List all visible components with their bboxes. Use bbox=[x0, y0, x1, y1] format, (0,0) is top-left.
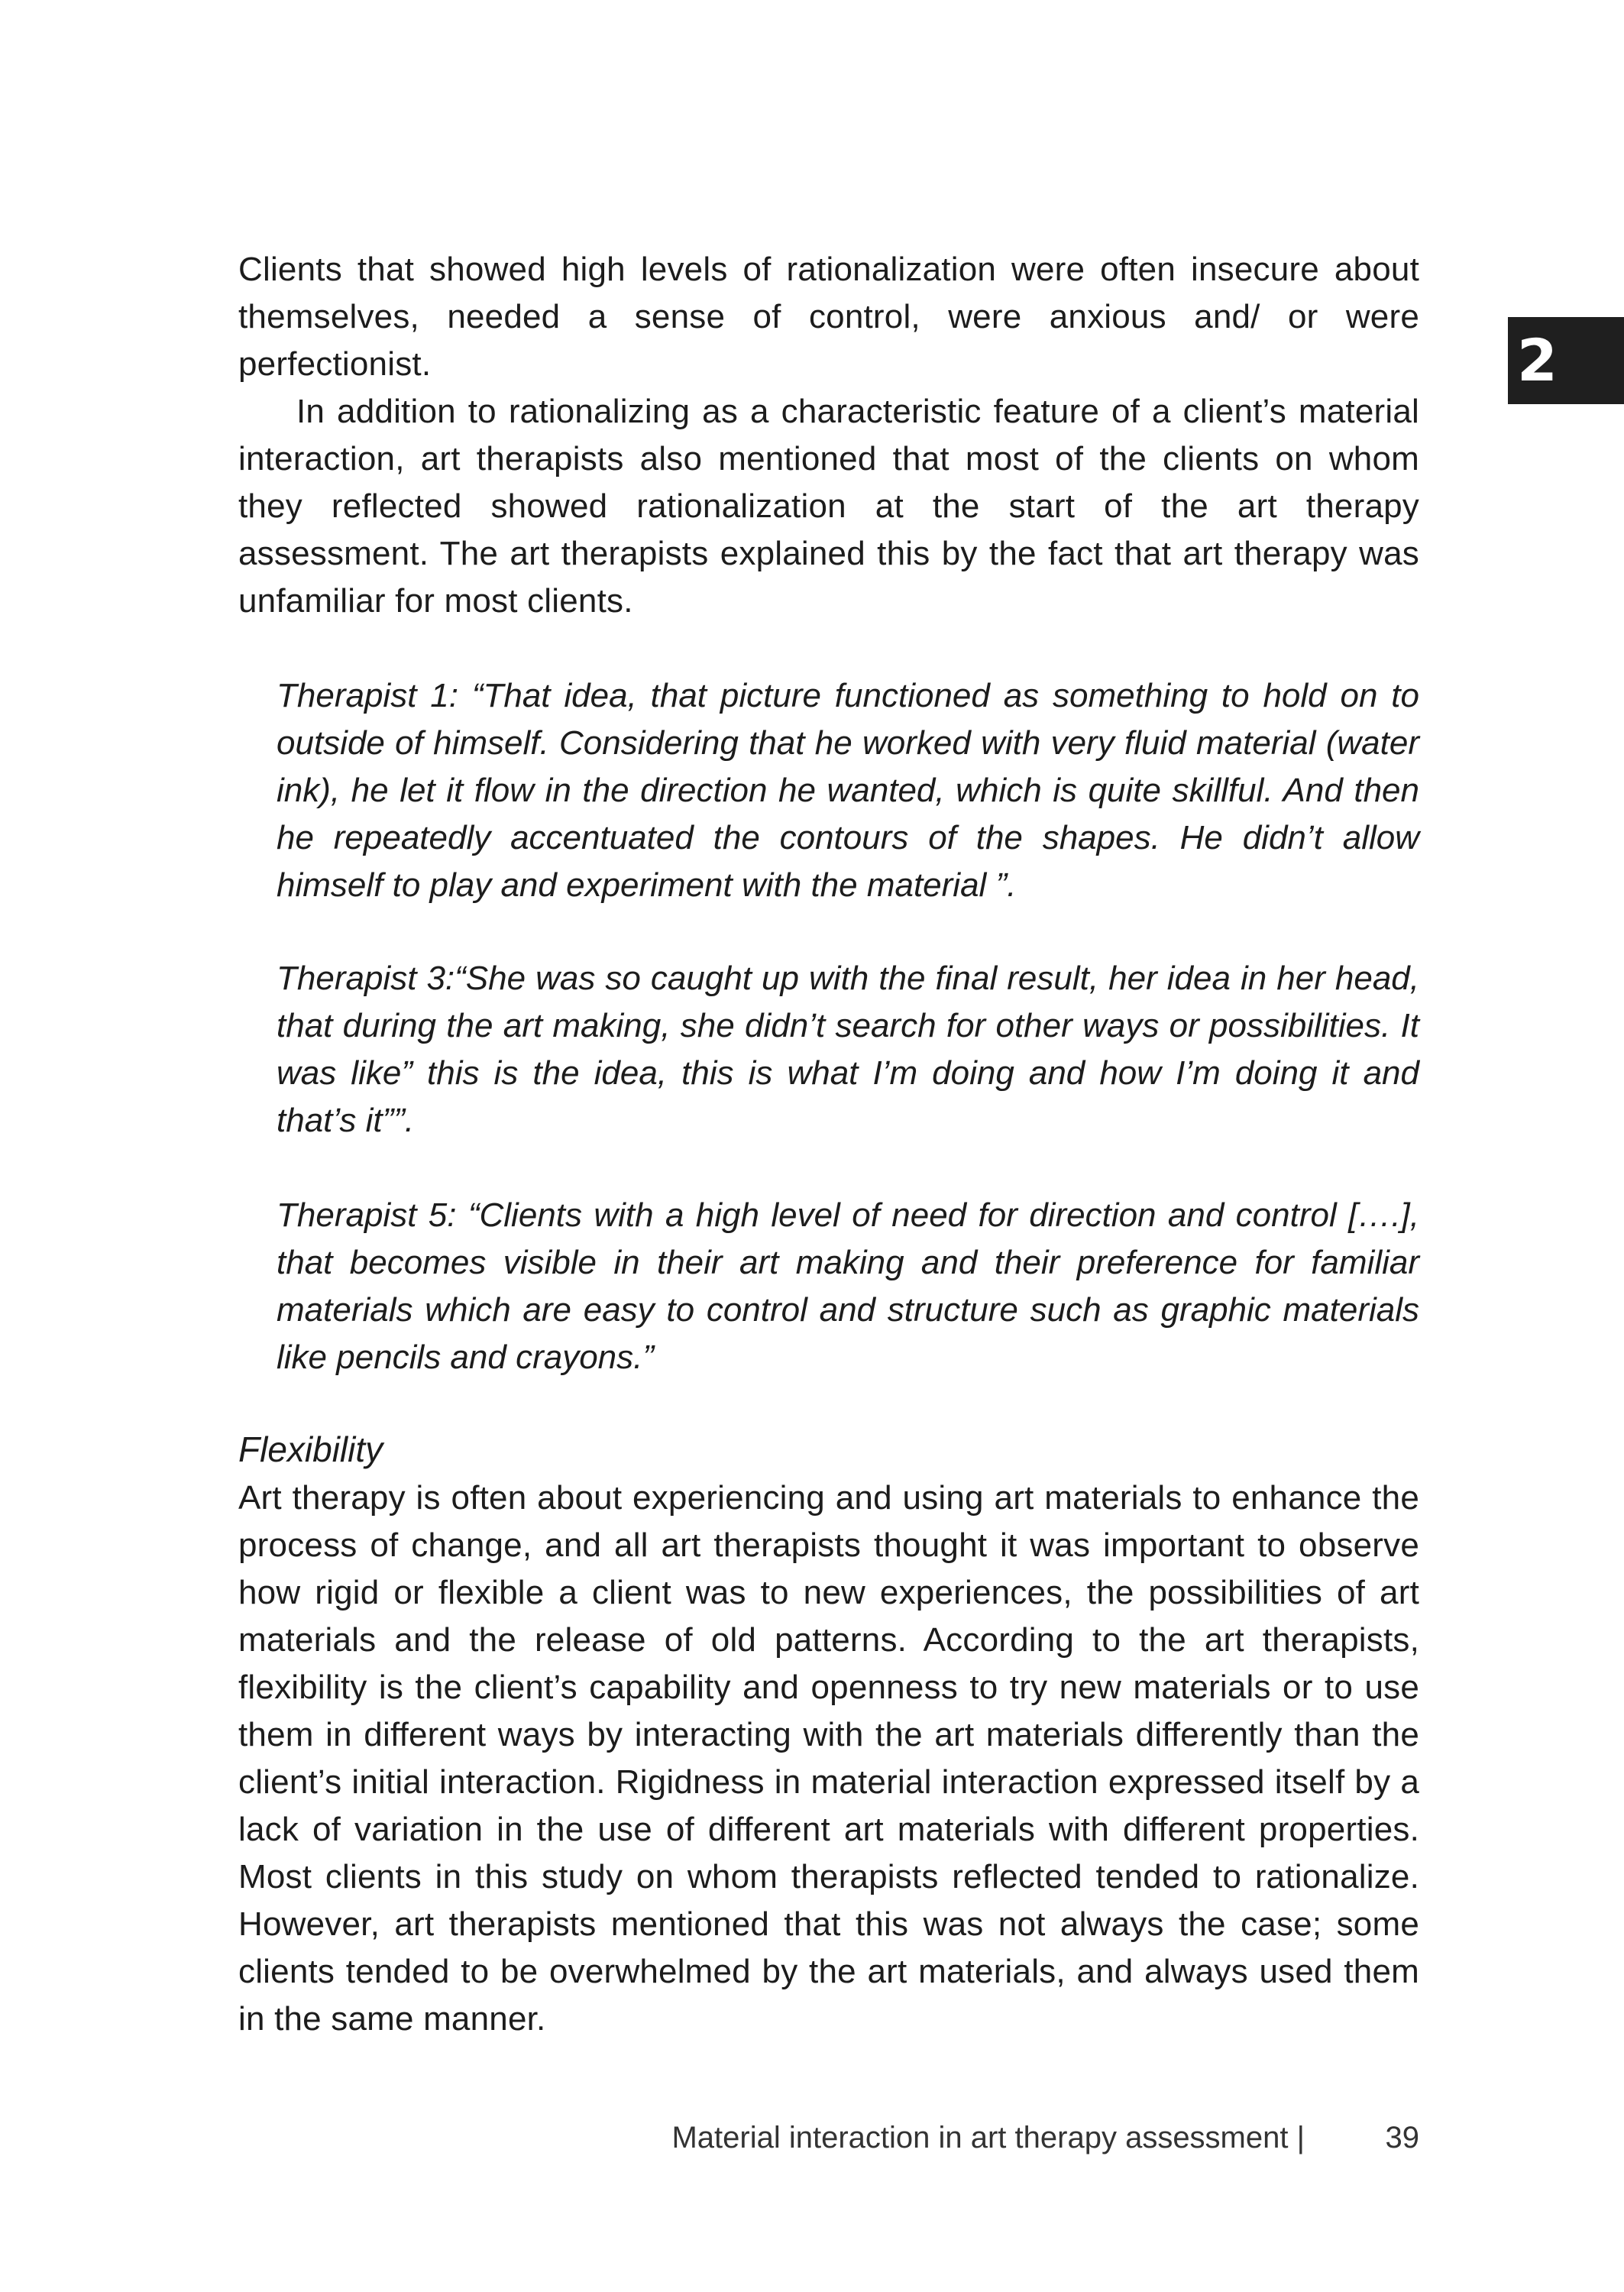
quote-therapist-1: Therapist 1: “That idea, that picture functioned as something to hold on to outside of himself. Considering that he worked with very fluid material (water ink), he let it flow in the direction he wanted, which is quite skillful. And then he repeatedly accentuated the contours of the shapes. He didn’t allow himself to play and experiment with the material ”. bbox=[277, 677, 1419, 904]
section-heading-flexibility: Flexibility bbox=[238, 1429, 383, 1469]
paragraph-flexibility: Art therapy is often about experiencing and using art materials to enhance the process of change, and all art therapists thought it was important to observe how rigid or flexible a client was to new experiences, the possibilities of art materials and the release of old patterns. According to the art therapists, flexibility is the client’s capability and openness to try new materials or to use them in different ways by interacting with the art materials differently than the client’s initial interaction. Rigidness in material interaction expressed itself by a lack of variation in the use of different art materials with different properties. Most clients in this study on whom therapists reflected tended to rationalize. However, art therapists mentioned that this was not always the case; some clients tended to be overwhelmed by the art materials, and always used them in the same manner. bbox=[238, 1479, 1419, 2038]
chapter-tab: 2 bbox=[1508, 317, 1624, 404]
running-title: Material interaction in art therapy assessment | bbox=[671, 2121, 1305, 2154]
quote-therapist-3: Therapist 3:“She was so caught up with the final result, her idea in her head, that during the art making, she didn’t search for other ways or possibilities. It was like” this is the idea, this is what I’m doing and how I’m doing it and that’s it””. bbox=[277, 960, 1419, 1139]
paragraph-rationalization-summary: Clients that showed high levels of rationalization were often insecure about themselves, needed a sense of control, were anxious and/ or were perfectionist. bbox=[238, 251, 1419, 383]
page-number: 39 bbox=[1385, 2121, 1419, 2154]
paragraph-rationalization-start: In addition to rationalizing as a characteristic feature of a client’s material interaction, art therapists also mentioned that most of the clients on whom they reflected showed rationalization at the start of the art therapy assessment. The art therapists explained this by the fact that art therapy was unfamiliar for most clients. bbox=[238, 393, 1419, 620]
quote-therapist-5: Therapist 5: “Clients with a high level of need for direction and control [….], that becomes visible in their art making and their preference for familiar materials which are easy to control and structure such as graphic materials like pencils and crayons.” bbox=[277, 1196, 1419, 1376]
